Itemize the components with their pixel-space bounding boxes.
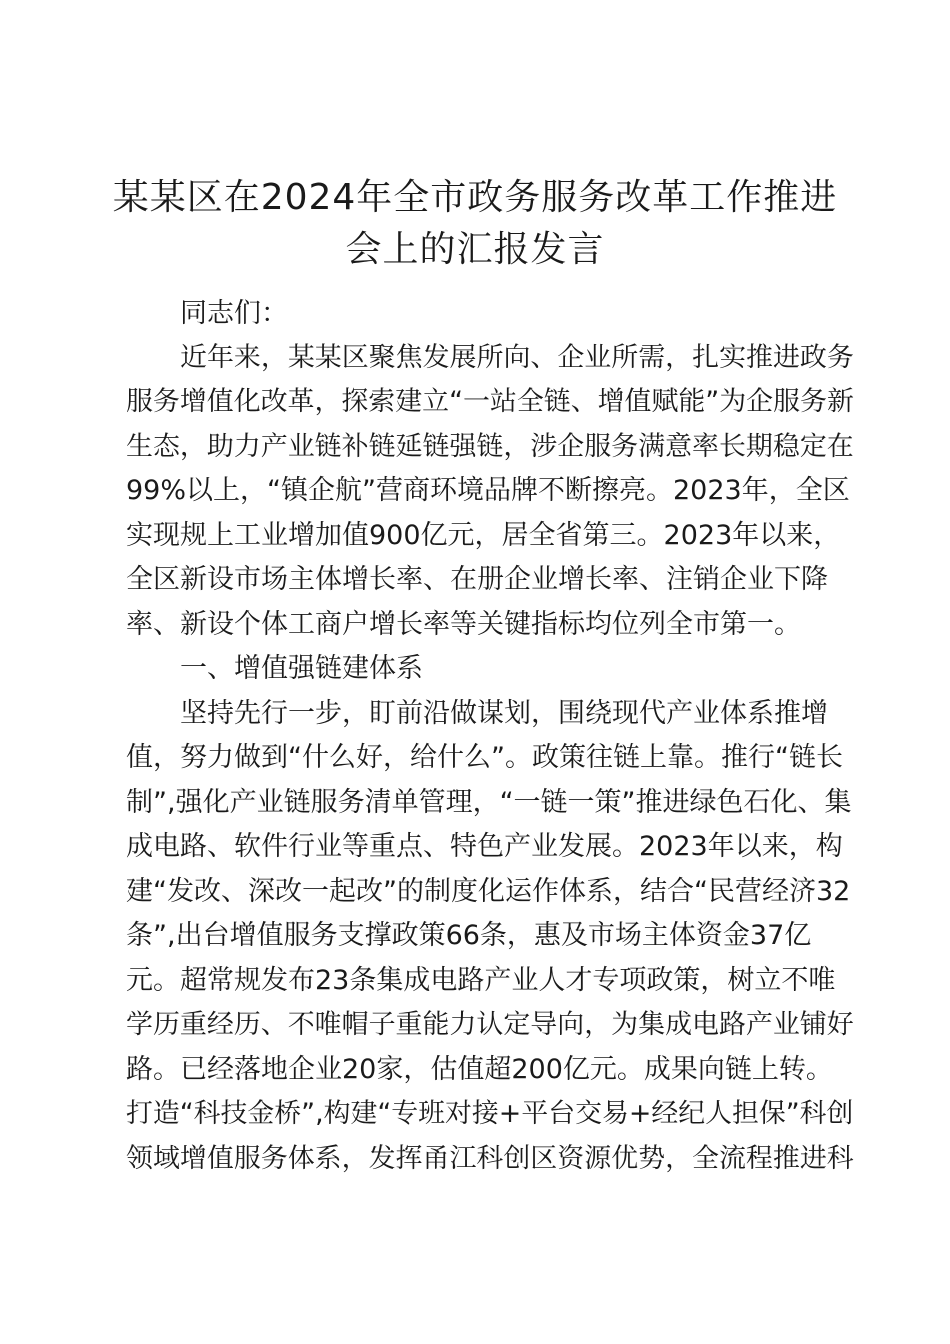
paragraph-1-line-6: 全区新设市场主体增长率、在册企业增长率、注销企业下降 <box>126 564 828 595</box>
section-heading-1: 一、增值强链建体系 <box>180 653 423 684</box>
paragraph-1-line-3: 生态，助力产业链补链延链强链，涉企服务满意率长期稳定在 <box>126 431 854 462</box>
paragraph-2-line-9: 路。已经落地企业20家，估值超200亿元。成果向链上转。 <box>126 1054 833 1085</box>
paragraph-2-line-5: 建“发改、深改一起改”的制度化运作体系，结合“民营经济32 <box>126 876 851 907</box>
paragraph-2-line-8: 学历重经历、不唯帽子重能力认定导向，为集成电路产业铺好 <box>126 1009 854 1040</box>
document-title-line-2: 会上的汇报发言 <box>345 229 605 270</box>
paragraph-1-line-7: 率、新设个体工商户增长率等关键指标均位列全市第一。 <box>126 609 801 640</box>
paragraph-1-line-2: 服务增值化改革，探索建立“一站全链、增值赋能”为企服务新 <box>126 386 854 417</box>
paragraph-2-line-3: 制”,强化产业链服务清单管理，“一链一策”推进绿色石化、集 <box>126 787 852 818</box>
paragraph-1-line-1: 近年来，某某区聚焦发展所向、企业所需，扎实推进政务 <box>180 342 854 373</box>
paragraph-2-line-11: 领域增值服务体系，发挥甬江科创区资源优势，全流程推进科 <box>126 1143 854 1174</box>
paragraph-1-line-4: 99%以上，“镇企航”营商环境品牌不断擦亮。2023年，全区 <box>126 475 850 506</box>
paragraph-2-line-6: 条”,出台增值服务支撑政策66条，惠及市场主体资金37亿 <box>126 920 812 951</box>
paragraph-2-line-1: 坚持先行一步，盯前沿做谋划，围绕现代产业体系推增 <box>180 698 828 729</box>
salutation: 同志们： <box>180 298 288 329</box>
paragraph-2-line-2: 值，努力做到“什么好，给什么”。政策往链上靠。推行“链长 <box>126 742 843 773</box>
paragraph-2-line-4: 成电路、软件行业等重点、特色产业发展。2023年以来，构 <box>126 831 843 862</box>
paragraph-2-line-7: 元。超常规发布23条集成电路产业人才专项政策，树立不唯 <box>126 965 836 996</box>
document-title-line-1: 某某区在2024年全市政务服务改革工作推进 <box>112 177 838 218</box>
paragraph-1-line-5: 实现规上工业增加值900亿元，居全省第三。2023年以来， <box>126 520 841 551</box>
paragraph-2-line-10: 打造“科技金桥”,构建“专班对接+平台交易+经纪人担保”科创 <box>126 1098 854 1129</box>
